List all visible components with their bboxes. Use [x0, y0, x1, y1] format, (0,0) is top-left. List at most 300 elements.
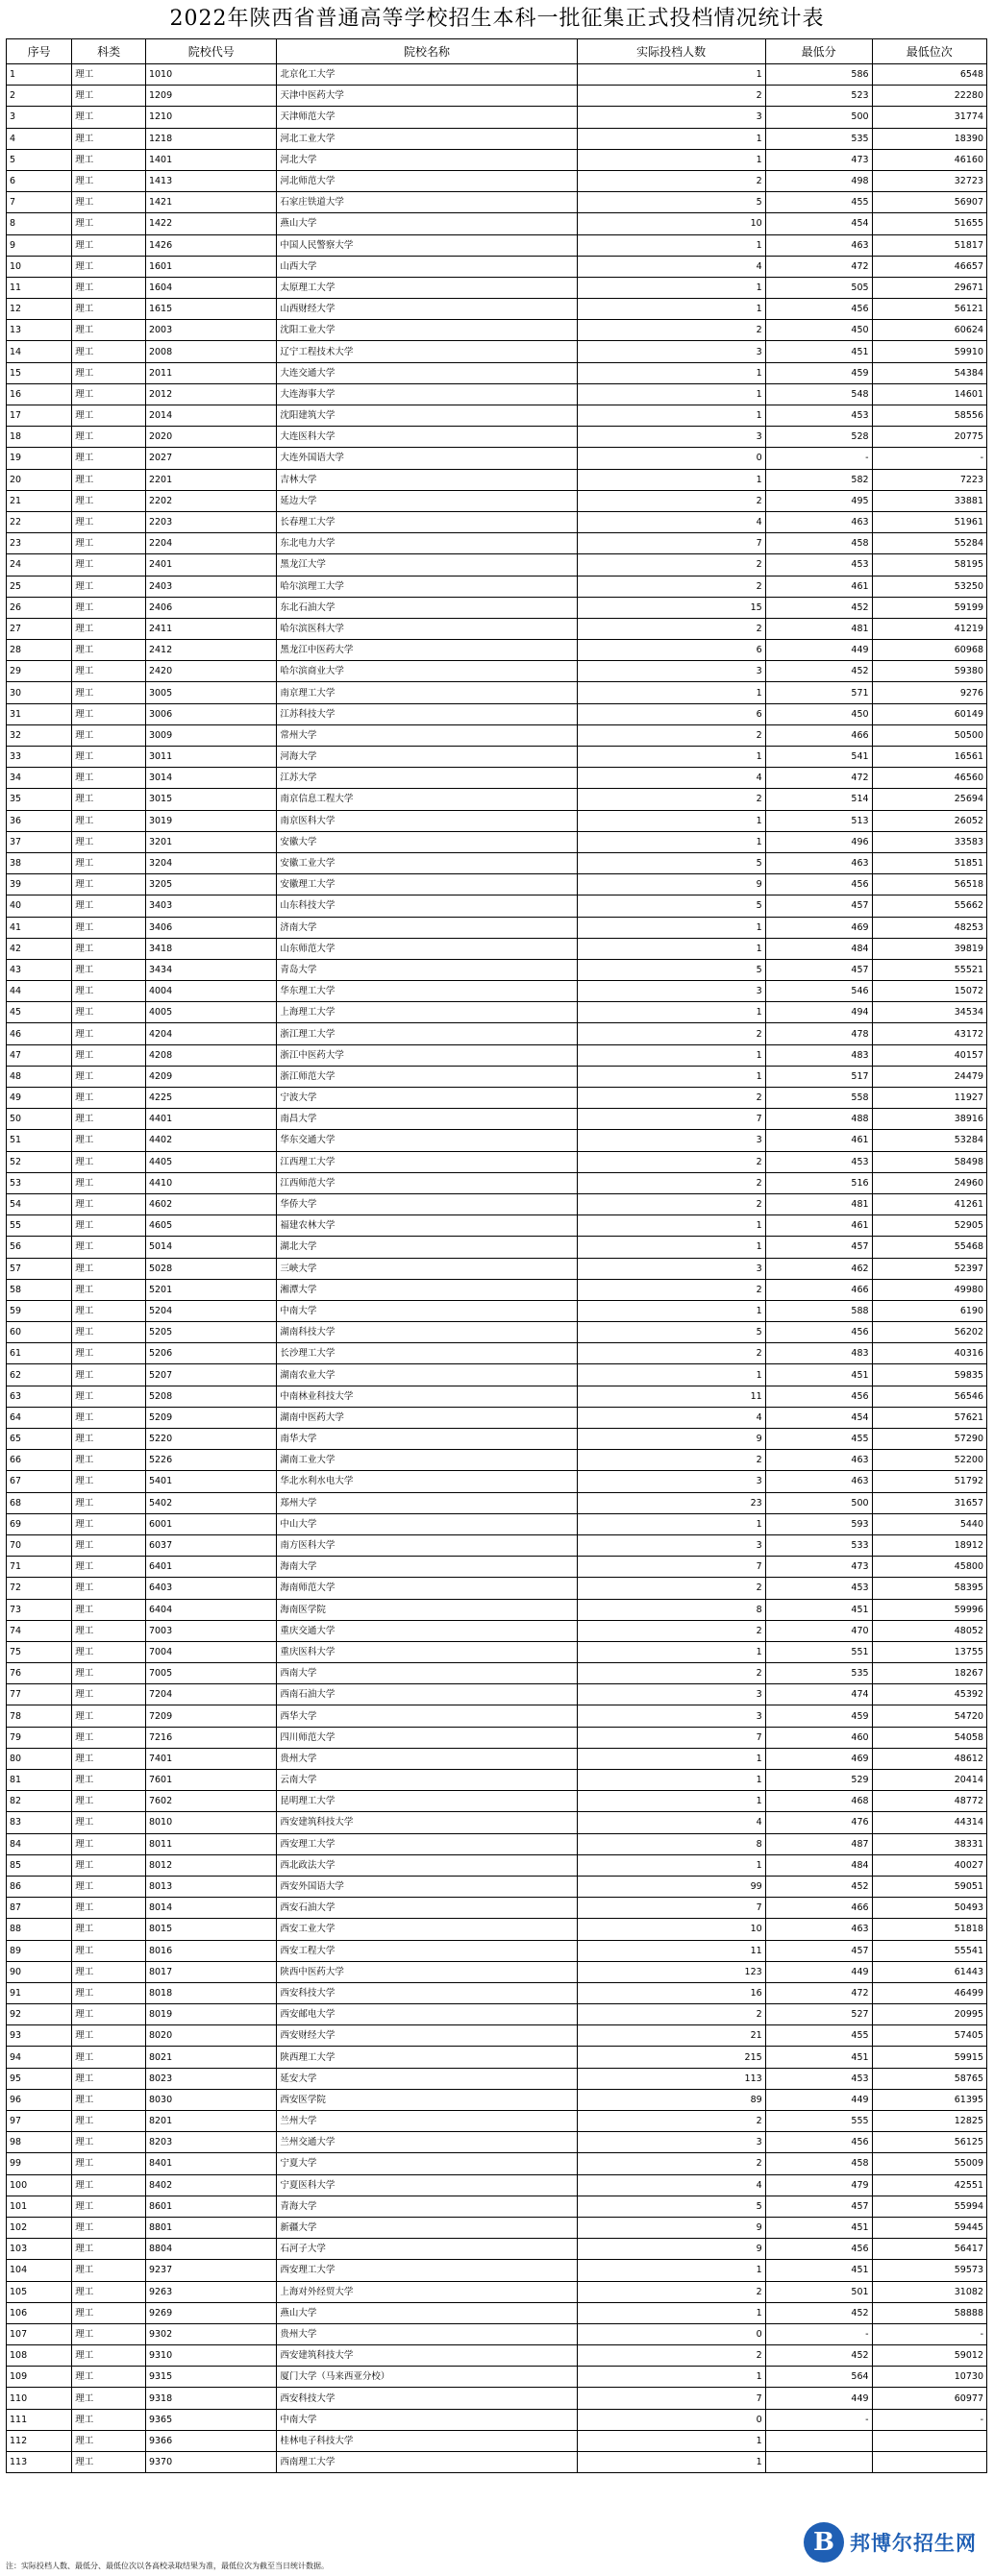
- cell-school-code: 1209: [145, 86, 276, 107]
- cell-category: 理工: [72, 2281, 146, 2302]
- cell-admitted-count: 1: [577, 938, 765, 959]
- cell-category: 理工: [72, 1237, 146, 1258]
- cell-school-name: 延边大学: [277, 490, 577, 511]
- cell-category: 理工: [72, 1300, 146, 1321]
- cell-index: 5: [7, 149, 72, 170]
- cell-min-rank: 26052: [872, 810, 986, 831]
- cell-admitted-count: 9: [577, 1429, 765, 1450]
- cell-admitted-count: 1: [577, 2260, 765, 2281]
- cell-category: 理工: [72, 917, 146, 938]
- cell-school-name: 石河子大学: [277, 2239, 577, 2260]
- cell-index: 96: [7, 2089, 72, 2110]
- cell-index: 81: [7, 1770, 72, 1791]
- cell-school-code: 2020: [145, 427, 276, 448]
- cell-index: 25: [7, 576, 72, 597]
- cell-index: 65: [7, 1429, 72, 1450]
- cell-school-code: 5207: [145, 1364, 276, 1386]
- cell-admitted-count: 2: [577, 789, 765, 810]
- cell-min-score: 529: [765, 1770, 872, 1791]
- cell-min-rank: 51817: [872, 234, 986, 256]
- cell-school-name: 华东理工大学: [277, 981, 577, 1002]
- table-row: [7, 1343, 987, 1364]
- cell-min-score: 462: [765, 1258, 872, 1279]
- cell-index: 98: [7, 2132, 72, 2153]
- cell-min-rank: 56907: [872, 192, 986, 213]
- table-row: [7, 1044, 987, 1066]
- cell-category: 理工: [72, 1961, 146, 1982]
- table-row: [7, 747, 987, 768]
- cell-min-score: 463: [765, 1471, 872, 1492]
- cell-min-score: 496: [765, 831, 872, 852]
- cell-category: 理工: [72, 2260, 146, 2281]
- table-row: [7, 2388, 987, 2409]
- table-row: [7, 2047, 987, 2068]
- table-row: [7, 2302, 987, 2323]
- cell-min-score: 455: [765, 192, 872, 213]
- header-school-code: 院校代号: [145, 39, 276, 64]
- cell-min-rank: 48612: [872, 1748, 986, 1769]
- cell-min-score: 457: [765, 2196, 872, 2217]
- cell-school-name: 华北水利水电大学: [277, 1471, 577, 1492]
- cell-school-name: 浙江理工大学: [277, 1023, 577, 1044]
- cell-category: 理工: [72, 703, 146, 724]
- table-row: [7, 107, 987, 128]
- cell-admitted-count: 4: [577, 1812, 765, 1833]
- cell-category: 理工: [72, 724, 146, 746]
- cell-min-rank: 38331: [872, 1833, 986, 1854]
- cell-index: 59: [7, 1300, 72, 1321]
- cell-category: 理工: [72, 2239, 146, 2260]
- cell-school-code: 1601: [145, 256, 276, 277]
- cell-min-rank: 11927: [872, 1088, 986, 1109]
- cell-category: 理工: [72, 256, 146, 277]
- cell-category: 理工: [72, 1663, 146, 1684]
- cell-school-name: 西安理工大学: [277, 1833, 577, 1854]
- cell-school-code: 3403: [145, 895, 276, 917]
- cell-min-rank: 56125: [872, 2132, 986, 2153]
- cell-admitted-count: 3: [577, 1258, 765, 1279]
- cell-school-name: 兰州交通大学: [277, 2132, 577, 2153]
- cell-category: 理工: [72, 2153, 146, 2174]
- table-row: [7, 427, 987, 448]
- cell-index: 70: [7, 1534, 72, 1556]
- cell-school-code: 4602: [145, 1193, 276, 1214]
- table-row: [7, 533, 987, 554]
- cell-admitted-count: 3: [577, 107, 765, 128]
- cell-school-name: 上海对外经贸大学: [277, 2281, 577, 2302]
- cell-school-code: 2027: [145, 448, 276, 469]
- cell-min-score: 463: [765, 511, 872, 532]
- cell-min-score: 461: [765, 1215, 872, 1237]
- table-row: [7, 2004, 987, 2025]
- table-row: [7, 2367, 987, 2388]
- cell-index: 3: [7, 107, 72, 128]
- table-row: [7, 1109, 987, 1130]
- cell-min-score: 593: [765, 1513, 872, 1534]
- cell-min-rank: 56546: [872, 1386, 986, 1407]
- cell-min-rank: 56202: [872, 1322, 986, 1343]
- cell-school-code: 8017: [145, 1961, 276, 1982]
- cell-min-rank: 49980: [872, 1279, 986, 1300]
- cell-category: 理工: [72, 2367, 146, 2388]
- cell-school-code: 5226: [145, 1450, 276, 1471]
- table-row: [7, 1322, 987, 1343]
- cell-category: 理工: [72, 554, 146, 576]
- cell-min-rank: 10730: [872, 2367, 986, 2388]
- cell-index: 9: [7, 234, 72, 256]
- cell-school-name: 西北政法大学: [277, 1854, 577, 1876]
- cell-school-name: 安徽理工大学: [277, 874, 577, 895]
- cell-index: 60: [7, 1322, 72, 1343]
- cell-index: 83: [7, 1812, 72, 1833]
- cell-school-code: 5206: [145, 1343, 276, 1364]
- cell-school-name: 西安建筑科技大学: [277, 2345, 577, 2367]
- cell-min-score: 458: [765, 533, 872, 554]
- cell-index: 57: [7, 1258, 72, 1279]
- cell-school-name: 大连外国语大学: [277, 448, 577, 469]
- cell-category: 理工: [72, 1578, 146, 1599]
- table-row: [7, 597, 987, 618]
- cell-min-score: 469: [765, 917, 872, 938]
- cell-min-rank: 60968: [872, 640, 986, 661]
- cell-min-score: 452: [765, 2345, 872, 2367]
- cell-index: 93: [7, 2025, 72, 2047]
- cell-index: 101: [7, 2196, 72, 2217]
- cell-school-code: 2412: [145, 640, 276, 661]
- cell-school-name: 中南大学: [277, 1300, 577, 1321]
- cell-school-name: 四川师范大学: [277, 1727, 577, 1748]
- cell-school-code: 3011: [145, 747, 276, 768]
- cell-admitted-count: 4: [577, 511, 765, 532]
- cell-school-name: 南京理工大学: [277, 682, 577, 703]
- cell-min-rank: 52905: [872, 1215, 986, 1237]
- cell-index: 90: [7, 1961, 72, 1982]
- cell-school-code: 6401: [145, 1557, 276, 1578]
- cell-category: 理工: [72, 1364, 146, 1386]
- cell-min-rank: 18267: [872, 1663, 986, 1684]
- cell-min-score: 546: [765, 981, 872, 1002]
- cell-index: 4: [7, 128, 72, 149]
- cell-min-rank: 51851: [872, 852, 986, 873]
- cell-min-rank: -: [872, 448, 986, 469]
- cell-min-rank: 59835: [872, 1364, 986, 1386]
- cell-min-rank: 59445: [872, 2217, 986, 2238]
- cell-index: 73: [7, 1599, 72, 1620]
- cell-school-code: 4405: [145, 1151, 276, 1172]
- cell-school-name: 山西财经大学: [277, 299, 577, 320]
- cell-category: 理工: [72, 149, 146, 170]
- table-row: [7, 192, 987, 213]
- cell-school-name: 山西大学: [277, 256, 577, 277]
- table-row: [7, 1193, 987, 1214]
- cell-index: 6: [7, 170, 72, 191]
- cell-index: 67: [7, 1471, 72, 1492]
- cell-index: 109: [7, 2367, 72, 2388]
- cell-school-code: 3019: [145, 810, 276, 831]
- cell-school-name: 西安外国语大学: [277, 1876, 577, 1897]
- cell-min-score: 453: [765, 2068, 872, 2089]
- cell-admitted-count: 2: [577, 576, 765, 597]
- cell-school-code: 8018: [145, 1982, 276, 2003]
- cell-category: 理工: [72, 874, 146, 895]
- cell-school-code: 5014: [145, 1237, 276, 1258]
- cell-min-rank: 20414: [872, 1770, 986, 1791]
- cell-admitted-count: 3: [577, 1471, 765, 1492]
- cell-min-rank: 46160: [872, 149, 986, 170]
- cell-school-name: 福建农林大学: [277, 1215, 577, 1237]
- cell-min-score: 472: [765, 256, 872, 277]
- cell-min-rank: 45392: [872, 1684, 986, 1705]
- cell-school-name: 新疆大学: [277, 2217, 577, 2238]
- cell-admitted-count: 2: [577, 1193, 765, 1214]
- table-row: [7, 2323, 987, 2344]
- cell-school-name: 中南林业科技大学: [277, 1386, 577, 1407]
- cell-min-rank: 54058: [872, 1727, 986, 1748]
- cell-category: 理工: [72, 383, 146, 405]
- cell-min-score: 449: [765, 2089, 872, 2110]
- cell-index: 26: [7, 597, 72, 618]
- cell-school-code: 8019: [145, 2004, 276, 2025]
- cell-school-code: 3204: [145, 852, 276, 873]
- table-row: [7, 831, 987, 852]
- cell-index: 62: [7, 1364, 72, 1386]
- cell-school-code: 7204: [145, 1684, 276, 1705]
- cell-index: 87: [7, 1898, 72, 1919]
- cell-index: 51: [7, 1130, 72, 1151]
- cell-admitted-count: 1: [577, 277, 765, 298]
- cell-school-code: 3406: [145, 917, 276, 938]
- table-row: [7, 2089, 987, 2110]
- cell-category: 理工: [72, 831, 146, 852]
- cell-school-name: 延安大学: [277, 2068, 577, 2089]
- cell-admitted-count: 2: [577, 1663, 765, 1684]
- cell-school-name: 华侨大学: [277, 1193, 577, 1214]
- site-watermark: [804, 2515, 986, 2569]
- cell-school-name: 南华大学: [277, 1429, 577, 1450]
- cell-school-name: 大连交通大学: [277, 362, 577, 383]
- cell-school-code: 4004: [145, 981, 276, 1002]
- cell-school-code: 5401: [145, 1471, 276, 1492]
- cell-min-rank: 58888: [872, 2302, 986, 2323]
- cell-school-name: 天津师范大学: [277, 107, 577, 128]
- cell-min-rank: 38916: [872, 1109, 986, 1130]
- cell-school-code: 1401: [145, 149, 276, 170]
- cell-min-score: 484: [765, 1854, 872, 1876]
- cell-min-rank: 55662: [872, 895, 986, 917]
- cell-index: 44: [7, 981, 72, 1002]
- cell-school-code: 6404: [145, 1599, 276, 1620]
- cell-school-code: 4209: [145, 1066, 276, 1087]
- table-row: [7, 981, 987, 1002]
- cell-min-score: 450: [765, 320, 872, 341]
- cell-admitted-count: 15: [577, 597, 765, 618]
- cell-min-rank: 60977: [872, 2388, 986, 2409]
- cell-min-rank: 48052: [872, 1620, 986, 1641]
- cell-min-rank: 59380: [872, 661, 986, 682]
- cell-min-score: 452: [765, 1876, 872, 1897]
- table-row: [7, 1919, 987, 1940]
- cell-min-rank: 46560: [872, 768, 986, 789]
- cell-min-score: 498: [765, 170, 872, 191]
- cell-admitted-count: 1: [577, 682, 765, 703]
- cell-school-name: 厦门大学（马来西亚分校）: [277, 2367, 577, 2388]
- cell-category: 理工: [72, 1172, 146, 1193]
- cell-min-score: 451: [765, 2260, 872, 2281]
- cell-index: 36: [7, 810, 72, 831]
- cell-admitted-count: 2: [577, 1578, 765, 1599]
- cell-min-score: 586: [765, 64, 872, 86]
- cell-school-code: 6037: [145, 1534, 276, 1556]
- cell-index: 72: [7, 1578, 72, 1599]
- cell-category: 理工: [72, 1791, 146, 1812]
- cell-school-name: 哈尔滨医科大学: [277, 618, 577, 639]
- cell-admitted-count: 123: [577, 1961, 765, 1982]
- cell-school-code: 2203: [145, 511, 276, 532]
- cell-admitted-count: 1: [577, 917, 765, 938]
- table-row: [7, 320, 987, 341]
- cell-min-rank: 56417: [872, 2239, 986, 2260]
- cell-school-code: 7401: [145, 1748, 276, 1769]
- table-row: [7, 1748, 987, 1769]
- cell-min-rank: 22280: [872, 86, 986, 107]
- cell-category: 理工: [72, 2068, 146, 2089]
- cell-admitted-count: 3: [577, 1705, 765, 1727]
- cell-min-rank: 60624: [872, 320, 986, 341]
- cell-min-rank: 12825: [872, 2111, 986, 2132]
- cell-school-name: 湖南农业大学: [277, 1364, 577, 1386]
- cell-min-score: 453: [765, 1578, 872, 1599]
- cell-school-code: 3009: [145, 724, 276, 746]
- cell-admitted-count: 2: [577, 724, 765, 746]
- cell-category: 理工: [72, 490, 146, 511]
- cell-min-score: 541: [765, 747, 872, 768]
- cell-admitted-count: 8: [577, 1833, 765, 1854]
- cell-admitted-count: 2: [577, 1620, 765, 1641]
- table-row: [7, 576, 987, 597]
- cell-category: 理工: [72, 1513, 146, 1534]
- cell-category: 理工: [72, 1215, 146, 1237]
- cell-index: 76: [7, 1663, 72, 1684]
- cell-school-name: 海南医学院: [277, 1599, 577, 1620]
- cell-min-score: 513: [765, 810, 872, 831]
- cell-min-rank: 51818: [872, 1919, 986, 1940]
- cell-index: 23: [7, 533, 72, 554]
- cell-min-score: 483: [765, 1343, 872, 1364]
- table-row: [7, 2281, 987, 2302]
- cell-school-code: 2014: [145, 405, 276, 427]
- cell-category: 理工: [72, 1429, 146, 1450]
- cell-admitted-count: 5: [577, 895, 765, 917]
- cell-admitted-count: 1: [577, 128, 765, 149]
- cell-index: 66: [7, 1450, 72, 1471]
- cell-index: 48: [7, 1066, 72, 1087]
- cell-min-score: 555: [765, 2111, 872, 2132]
- cell-index: 39: [7, 874, 72, 895]
- cell-min-score: 456: [765, 1386, 872, 1407]
- cell-index: 80: [7, 1748, 72, 1769]
- cell-min-rank: 29671: [872, 277, 986, 298]
- cell-school-name: 重庆交通大学: [277, 1620, 577, 1641]
- cell-min-score: 481: [765, 1193, 872, 1214]
- table-row: [7, 1727, 987, 1748]
- cell-index: 24: [7, 554, 72, 576]
- cell-min-score: 481: [765, 618, 872, 639]
- table-row: [7, 362, 987, 383]
- cell-category: 理工: [72, 1599, 146, 1620]
- table-row: [7, 1492, 987, 1513]
- table-row: [7, 2025, 987, 2047]
- cell-min-score: 564: [765, 2367, 872, 2388]
- cell-min-rank: 50500: [872, 724, 986, 746]
- cell-index: 32: [7, 724, 72, 746]
- cell-admitted-count: 7: [577, 2388, 765, 2409]
- cell-school-name: 燕山大学: [277, 2302, 577, 2323]
- cell-admitted-count: 1: [577, 1641, 765, 1662]
- cell-min-rank: 59996: [872, 1599, 986, 1620]
- cell-category: 理工: [72, 427, 146, 448]
- cell-category: 理工: [72, 469, 146, 490]
- cell-school-name: 吉林大学: [277, 469, 577, 490]
- cell-category: 理工: [72, 1876, 146, 1897]
- cell-index: 69: [7, 1513, 72, 1534]
- table-row: [7, 1513, 987, 1534]
- cell-school-code: 8021: [145, 2047, 276, 2068]
- cell-min-rank: [872, 2452, 986, 2473]
- cell-category: 理工: [72, 1109, 146, 1130]
- cell-min-score: 535: [765, 128, 872, 149]
- cell-category: 理工: [72, 1450, 146, 1471]
- cell-min-score: 451: [765, 1364, 872, 1386]
- cell-school-code: 8014: [145, 1898, 276, 1919]
- cell-min-rank: 58395: [872, 1578, 986, 1599]
- cell-school-code: 6001: [145, 1513, 276, 1534]
- cell-min-score: 571: [765, 682, 872, 703]
- cell-admitted-count: 5: [577, 1322, 765, 1343]
- cell-school-name: 东北石油大学: [277, 597, 577, 618]
- cell-category: 理工: [72, 1471, 146, 1492]
- cell-admitted-count: 1: [577, 2452, 765, 2473]
- cell-admitted-count: 3: [577, 661, 765, 682]
- cell-min-score: [765, 2452, 872, 2473]
- cell-category: 理工: [72, 1833, 146, 1854]
- cell-school-name: 湖南工业大学: [277, 1450, 577, 1471]
- cell-min-rank: 45800: [872, 1557, 986, 1578]
- cell-school-code: 7003: [145, 1620, 276, 1641]
- cell-index: 33: [7, 747, 72, 768]
- table-row: [7, 1812, 987, 1833]
- cell-school-name: 河北大学: [277, 149, 577, 170]
- cell-min-score: 474: [765, 1684, 872, 1705]
- table-row: [7, 1833, 987, 1854]
- table-row: [7, 2196, 987, 2217]
- cell-min-score: 500: [765, 1492, 872, 1513]
- cell-category: 理工: [72, 1279, 146, 1300]
- cell-min-score: 453: [765, 405, 872, 427]
- cell-admitted-count: 2: [577, 320, 765, 341]
- cell-school-code: 2406: [145, 597, 276, 618]
- cell-school-name: 大连医科大学: [277, 427, 577, 448]
- cell-index: 61: [7, 1343, 72, 1364]
- cell-index: 58: [7, 1279, 72, 1300]
- cell-category: 理工: [72, 1322, 146, 1343]
- cell-school-code: 2202: [145, 490, 276, 511]
- cell-min-score: 456: [765, 299, 872, 320]
- cell-min-score: 469: [765, 1748, 872, 1769]
- table-row: [7, 1279, 987, 1300]
- cell-school-name: 常州大学: [277, 724, 577, 746]
- cell-index: 18: [7, 427, 72, 448]
- cell-min-score: 458: [765, 2153, 872, 2174]
